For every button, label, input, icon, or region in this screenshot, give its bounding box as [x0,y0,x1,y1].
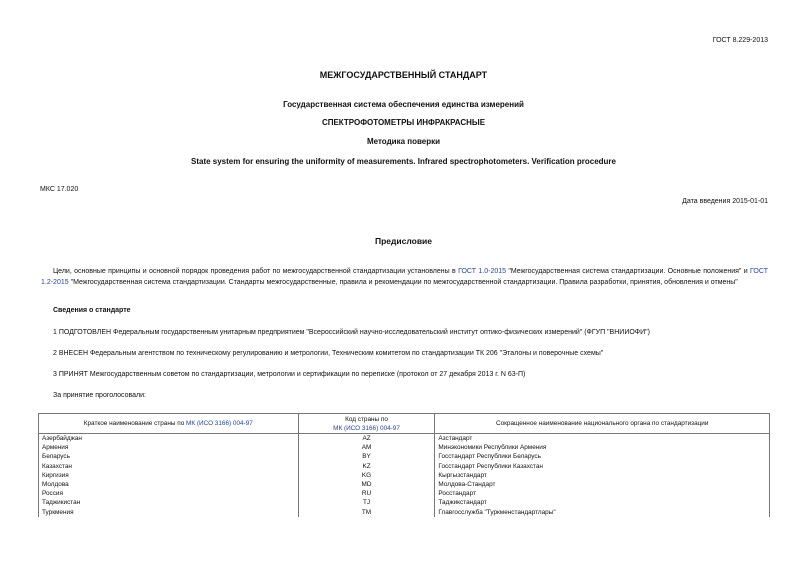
preface-heading: Предисловие [374,236,433,246]
country-code-cell: KG [298,471,435,480]
table-row [39,434,770,444]
table-row [39,443,770,452]
table-row [39,498,770,507]
about-item-2: 2 ВНЕСЕН Федеральным агентством по техническому регулированию и метрологии, Техническим комитетом по стандартизации ТК 206 "Эталоны и поверочные схемы" [53,350,604,357]
standard-type-title: МЕЖГОСУДАРСТВЕННЫЙ СТАНДАРТ [319,70,488,80]
about-item-1: 1 ПОДГОТОВЛЕН Федеральным государственным унитарным предприятием "Всероссийский научно-исследовательский институт оптико-физических измерений" (ФГУП "ВНИИОФИ") [53,329,650,336]
standards-body-cell: Госстандарт Республики Казахстан [435,462,770,471]
gost-1-0-link[interactable]: ГОСТ 1.0-2015 [458,268,507,275]
standards-body-cell: Минэкономики Республики Армения [435,443,770,452]
standards-body-cell: Таджикстандарт [435,498,770,507]
column-header-code: Код страны по МК (ИСО 3166) 004-97 [298,414,435,434]
country-cell: Туркмения [39,508,299,517]
standards-body-cell: Росстандарт [435,489,770,498]
table-row [39,489,770,498]
country-code-cell: RU [298,489,435,498]
column-header-country: Краткое наименование страны по МК (ИСО 3166) 004-97 [39,414,299,434]
country-code-cell: BY [298,452,435,461]
mk-iso-link-2[interactable]: МК (ИСО 3166) 004-97 [333,424,400,432]
country-cell: Беларусь [39,452,299,461]
country-cell: Азербайджан [39,434,299,444]
preface-text-a: Цели, основные принципы и основной порядок проведения работ по межгосударственной стандартизации установлены в [53,268,459,275]
standards-body-cell: Госстандарт Республики Беларусь [435,452,770,461]
table-row [39,480,770,489]
introduction-date: Дата введения 2015-01-01 [682,198,768,205]
country-code-cell: AM [298,443,435,452]
standards-body-cell: Кыргызстандарт [435,471,770,480]
country-code-cell: TM [298,508,435,517]
voting-countries-table [38,413,770,517]
country-cell: Таджикистан [39,498,299,507]
standards-body-cell: Главгосслужба "Туркменстандартлары" [435,508,770,517]
country-code-cell: AZ [298,434,435,444]
table-row [39,508,770,517]
english-title: State system for ensuring the uniformity of measurements. Infrared spectrophotometers. Verification procedure [191,157,616,166]
column-header-body: Сокращенное наименование национального органа по стандартизации [435,414,770,434]
voted-label: За принятие проголосовали: [53,392,146,399]
country-code-cell: KZ [298,462,435,471]
country-cell: Молдова [39,480,299,489]
preface-text-c: "Межгосударственная система стандартизации. Стандарты межгосударственные, правила и рекомендации по межгосударственной стандартизации. Правила разработки, принятия, обновления и отмены" [68,279,738,286]
mk-iso-link[interactable]: МК (ИСО 3166) 004-97 [186,420,253,427]
subject-title: СПЕКТРОФОТОМЕТРЫ ИНФРАКРАСНЫЕ [321,118,486,127]
standards-body-cell: Молдова-Стандарт [435,480,770,489]
gost-1-2-link[interactable]: ГОСТ 1.2-2015 [41,268,768,286]
about-item-3: 3 ПРИНЯТ Межгосударственным советом по стандартизации, метрологии и сертификации по переписке (протокол от 27 декабря 2013 г. N 63-П) [53,371,526,378]
country-cell: Армения [39,443,299,452]
table-row [39,471,770,480]
country-code-cell: MD [298,480,435,489]
country-cell: Казахстан [39,462,299,471]
table-row [39,452,770,461]
preface-paragraph [41,266,768,288]
about-standard-heading: Сведения о стандарте [53,307,131,314]
document-code: ГОСТ 8.229-2013 [712,37,768,44]
table-row [39,462,770,471]
standards-body-cell: Азстандарт [435,434,770,444]
country-code-cell: TJ [298,498,435,507]
table-header-row [39,414,770,434]
mks-code: МКС 17.020 [40,186,79,193]
system-title: Государственная система обеспечения единства измерений [283,100,524,109]
method-title: Методика поверки [366,137,441,146]
country-cell: Россия [39,489,299,498]
preface-text-b: "Межгосударственная система стандартизации. Основные положения" и [506,268,751,275]
country-cell: Киргизия [39,471,299,480]
